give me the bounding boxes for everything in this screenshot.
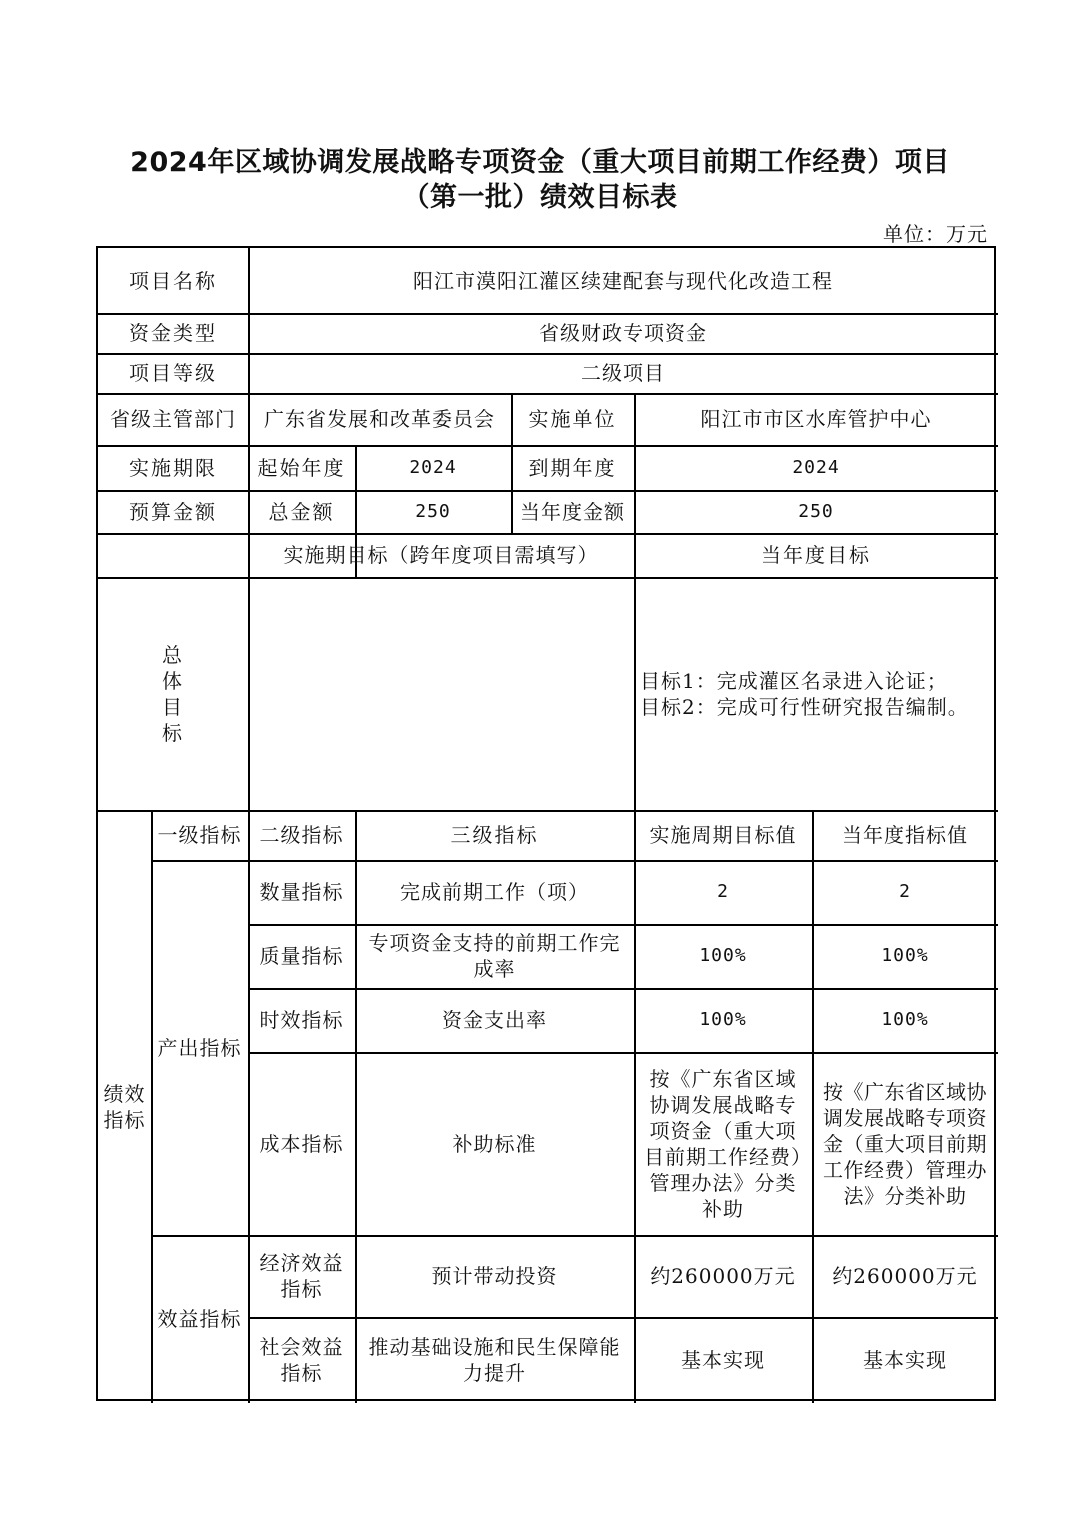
indicator-level2: 经济效益指标 [259,1251,344,1301]
benefit-indicator-label: 效益指标 [157,1307,242,1331]
indicator-year-value: 按《广东省区域协调发展战略专项资金（重大项目前期工作经费）管理办法》分类补助 [823,1079,987,1208]
dept-label: 省级主管部门 [110,407,236,431]
dept: 广东省发展和改革委员会 [264,407,495,431]
project-level-label: 项目等级 [129,361,217,385]
year-goal-text [634,577,998,810]
header-period-target: 实施周期目标值 [649,823,797,847]
project-name-label: 项目名称 [129,268,217,293]
indicator-level3: 补助标准 [452,1131,537,1156]
current-label: 当年度金额 [520,499,625,524]
impl-goal-text [248,577,634,810]
impl-goal-header: 实施期目标（跨年度项目需填写） [283,543,599,567]
fund-type: 省级财政专项资金 [539,321,707,345]
budget-label: 预算金额 [129,499,217,524]
total-amount: 250 [415,500,451,522]
indicator-level3: 专项资金支持的前期工作完成率 [368,931,621,981]
indicator-year-value: 100% [881,945,929,966]
indicator-year-value: 2 [899,881,911,902]
unit-label: 单位：万元 [883,222,988,246]
year-goal-header: 当年度目标 [761,543,871,567]
indicator-level3: 资金支出率 [442,1008,547,1032]
indicator-level2: 成本指标 [259,1131,344,1156]
indicator-year-value: 基本实现 [863,1348,947,1372]
indicator-level3: 推动基础设施和民生保障能力提升 [368,1335,621,1385]
indicator-period-value: 100% [699,1009,747,1030]
performance-table [96,246,996,1401]
indicator-period-value: 按《广东省区域协调发展战略专项资金（重大项目前期工作经费）管理办法》分类补助 [644,1066,802,1221]
indicator-level2: 时效指标 [259,1008,344,1032]
total-label: 总金额 [268,499,335,524]
fund-type-label: 资金类型 [129,321,217,345]
indicator-period-value: 100% [699,945,747,966]
header-level3: 三级指标 [450,823,539,847]
indicator-year-value: 约260000万元 [832,1264,978,1288]
indicator-level3: 预计带动投资 [431,1264,558,1288]
year-goal-line2: 目标2：完成可行性研究报告编制。 [640,694,969,719]
impl-unit: 阳江市市区水库管护中心 [700,407,932,431]
header-level1: 一级指标 [157,823,242,847]
impl-unit-label: 实施单位 [528,407,617,431]
year-goal-line1: 目标1：完成灌区名录进入论证； [640,668,948,693]
header-year-target: 当年度指标值 [842,823,968,847]
current-amount: 250 [798,500,834,522]
indicator-period-value: 约260000万元 [650,1264,796,1288]
output-indicator-label: 产出指标 [157,1035,242,1060]
indicator-period-value: 2 [717,881,729,902]
document-title-line2: （第一批）绩效目标表 [402,182,678,213]
document-title-line1: 2024年区域协调发展战略专项资金（重大项目前期工作经费）项目 [130,147,950,178]
indicator-level3: 完成前期工作（项） [400,880,589,904]
perf-indicator-label: 绩效 指标 [103,1081,146,1132]
start-year-label: 起始年度 [257,455,346,480]
period-label: 实施期限 [129,455,217,480]
indicator-period-value: 基本实现 [681,1348,765,1372]
indicator-level2: 社会效益指标 [259,1335,344,1385]
indicator-level2: 数量指标 [259,880,344,904]
end-year: 2024 [792,456,840,478]
indicator-year-value: 100% [881,1009,929,1030]
overall-goal-label: 总 体 目 标 [162,642,184,745]
project-name: 阳江市漠阳江灌区续建配套与现代化改造工程 [413,268,833,293]
project-level: 二级项目 [581,361,665,385]
end-year-label: 到期年度 [528,455,617,480]
indicator-level2: 质量指标 [259,944,344,968]
header-level2: 二级指标 [259,823,344,847]
start-year: 2024 [409,456,457,478]
